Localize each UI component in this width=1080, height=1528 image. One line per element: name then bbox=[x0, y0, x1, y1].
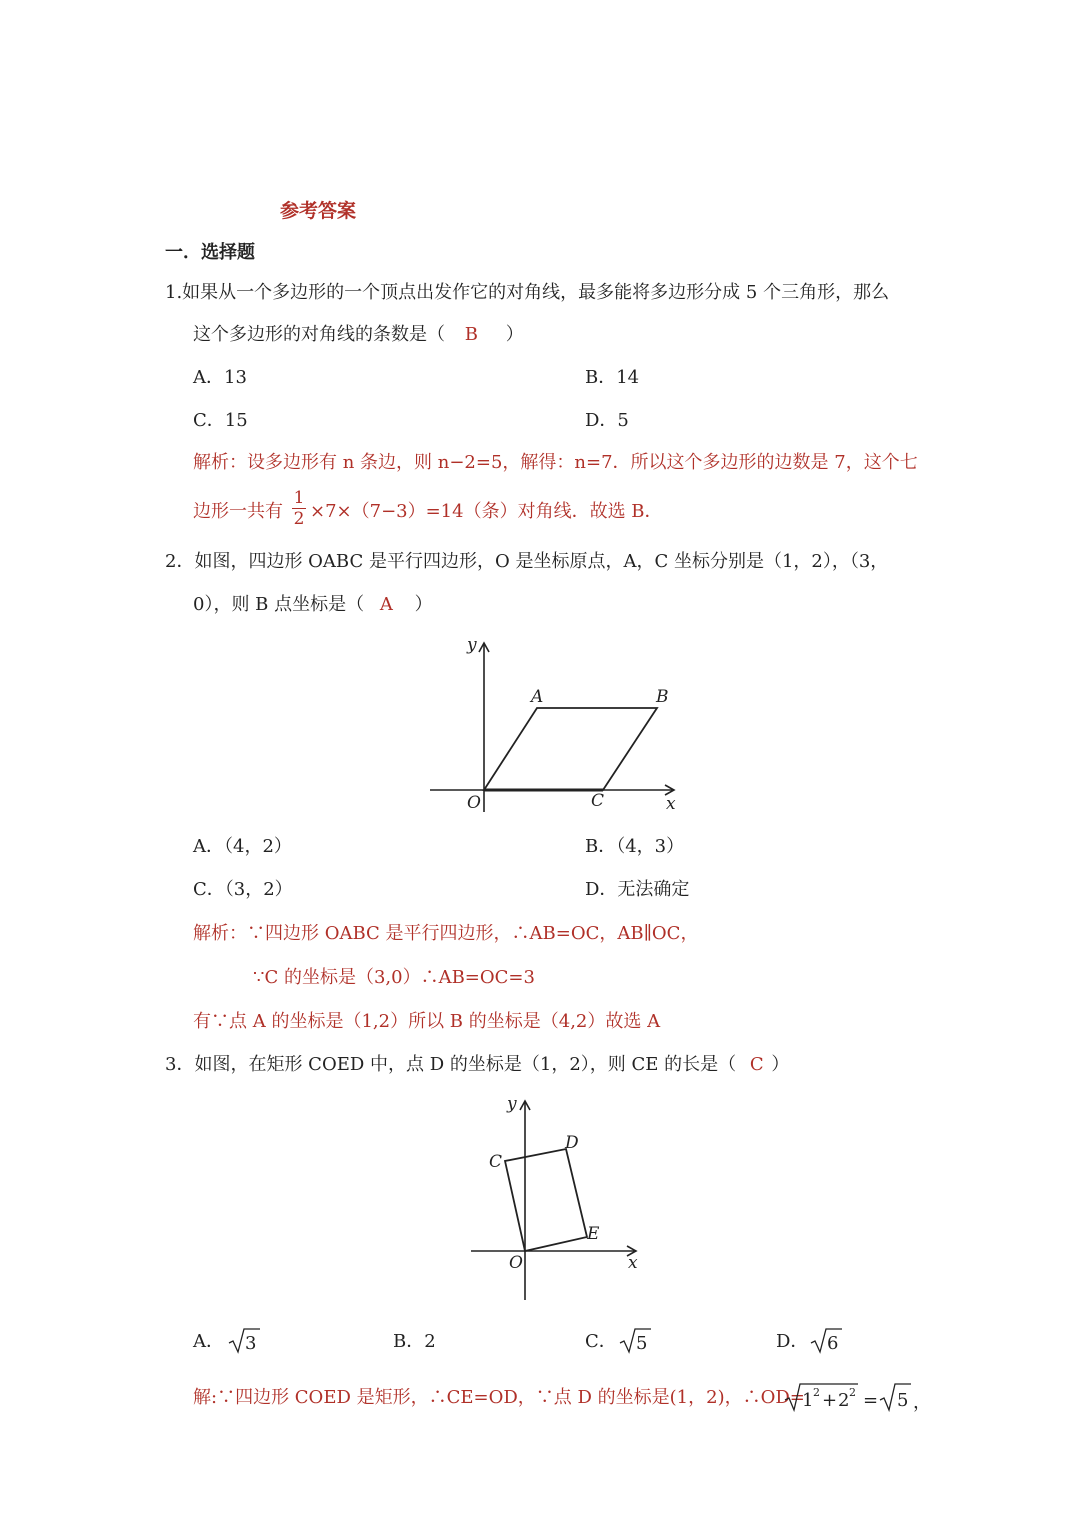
sqrt-result: 5 bbox=[897, 1390, 909, 1411]
q2-stem-line1: 2．如图，四边形 OABC 是平行四边形，O 是坐标原点，A，C 坐标分别是（1，2），（3， bbox=[165, 551, 889, 572]
q2-stem-text: 0），则 B 点坐标是（ bbox=[193, 594, 365, 615]
point-c-label: C bbox=[489, 1152, 503, 1172]
radicand: 6 bbox=[827, 1333, 839, 1354]
q1-solution-post: ×7×（7−3）=14（条）对角线．故选 B． bbox=[310, 501, 663, 522]
q1-close-paren: ） bbox=[505, 324, 524, 345]
q2-close-paren: ） bbox=[414, 594, 433, 615]
x-label: x bbox=[666, 794, 676, 814]
q3-option-b bbox=[393, 1330, 436, 1354]
q3-stem bbox=[165, 1053, 789, 1077]
q3-close-paren: ） bbox=[771, 1054, 790, 1075]
point-b-label: B bbox=[656, 687, 669, 707]
q2-solution-line3: 有∵点 A 的坐标是（1,2）所以 B 的坐标是（4,2）故选 A bbox=[193, 1011, 661, 1032]
q3-option-c bbox=[585, 1330, 617, 1354]
q1-stem-line1: 1.如果从一个多边形的一个顶点出发作它的对角线，最多能将多边形分成 5 个三角形，那么 bbox=[165, 282, 890, 303]
radicand: 3 bbox=[245, 1333, 257, 1354]
q3-option-a-sqrt bbox=[228, 1326, 262, 1356]
trailing-comma: ， bbox=[913, 1392, 931, 1413]
fraction-numerator: 1 bbox=[293, 488, 305, 508]
q3-option-b-value: 2 bbox=[424, 1331, 436, 1352]
radicand: 5 bbox=[636, 1333, 648, 1354]
q2-option-b: B．（4，3） bbox=[585, 836, 685, 857]
q3-solution-text: 解:∵四边形 COED 是矩形，∴CE=OD，∵点 D 的坐标是(1，2)，∴OD= bbox=[193, 1387, 805, 1408]
q3-stem-text: 3．如图，在矩形 COED 中，点 D 的坐标是（1，2），则 CE 的长是（ bbox=[165, 1054, 737, 1075]
q2-solution-line2: ∵C 的坐标是（3,0）∴AB=OC=3 bbox=[253, 967, 535, 988]
q1-fraction bbox=[292, 489, 306, 528]
point-d-label: D bbox=[565, 1133, 579, 1153]
parallelogram-oabc bbox=[484, 708, 657, 790]
point-o-label: O bbox=[467, 793, 481, 813]
q1-option-d: D．5 bbox=[585, 410, 629, 431]
q1-stem-text: 这个多边形的对角线的条数是（ bbox=[193, 324, 445, 345]
point-e-label: E bbox=[587, 1224, 600, 1244]
q1-answer: B bbox=[464, 324, 478, 345]
q2-option-d: D．无法确定 bbox=[585, 879, 690, 900]
q1-option-c: C．15 bbox=[193, 410, 248, 431]
fraction-denominator: 2 bbox=[293, 509, 305, 529]
q2-stem-line2 bbox=[193, 593, 433, 617]
section-heading: 一．选择题 bbox=[165, 242, 255, 263]
q3-answer: C bbox=[749, 1054, 764, 1075]
rectangle-figure bbox=[465, 1090, 650, 1305]
q1-solution-line1: 解析：设多边形有 n 条边，则 n−2=5，解得：n=7．所以这个多边形的边数是 7，这个七 bbox=[193, 452, 918, 473]
y-label: y bbox=[507, 1094, 517, 1114]
sqrt-term-a: 1 bbox=[802, 1390, 814, 1411]
q3-solution-sqrt-expression bbox=[784, 1380, 931, 1414]
sqrt-exponent-a: 2 bbox=[813, 1386, 820, 1399]
rectangle-coed bbox=[505, 1149, 587, 1251]
q2-option-c: C．（3，2） bbox=[193, 879, 293, 900]
q3-option-a bbox=[193, 1330, 224, 1354]
sqrt-term-b: 2 bbox=[838, 1390, 850, 1411]
point-o-label: O bbox=[509, 1253, 523, 1273]
q1-option-b: B．14 bbox=[585, 367, 640, 388]
point-c-label: C bbox=[591, 791, 605, 811]
q1-stem-line2 bbox=[193, 323, 524, 347]
q1-solution-pre: 边形一共有 bbox=[193, 501, 283, 522]
q1-option-a: A．13 bbox=[193, 367, 247, 388]
sqrt-plus: + bbox=[822, 1390, 838, 1411]
q3-option-a-letter: A． bbox=[193, 1331, 224, 1352]
q3-option-d bbox=[776, 1330, 808, 1354]
parallelogram-figure bbox=[425, 630, 690, 820]
q3-option-c-sqrt bbox=[619, 1326, 653, 1356]
sqrt-equals: = bbox=[863, 1390, 879, 1411]
q3-option-b-letter: B． bbox=[393, 1331, 425, 1352]
q2-answer: A bbox=[379, 594, 393, 615]
x-label: x bbox=[628, 1253, 638, 1273]
q3-option-d-letter: D． bbox=[776, 1331, 809, 1352]
q2-solution-line1: 解析：∵四边形 OABC 是平行四边形，∴AB=OC，AB∥OC， bbox=[193, 923, 699, 944]
q3-option-c-letter: C． bbox=[585, 1331, 617, 1352]
y-label: y bbox=[467, 635, 477, 655]
q3-option-d-sqrt bbox=[810, 1326, 844, 1356]
sqrt-exponent-b: 2 bbox=[849, 1386, 856, 1399]
point-a-label: A bbox=[531, 687, 544, 707]
page-title: 参考答案 bbox=[280, 200, 357, 222]
q2-option-a: A．（4，2） bbox=[193, 836, 292, 857]
